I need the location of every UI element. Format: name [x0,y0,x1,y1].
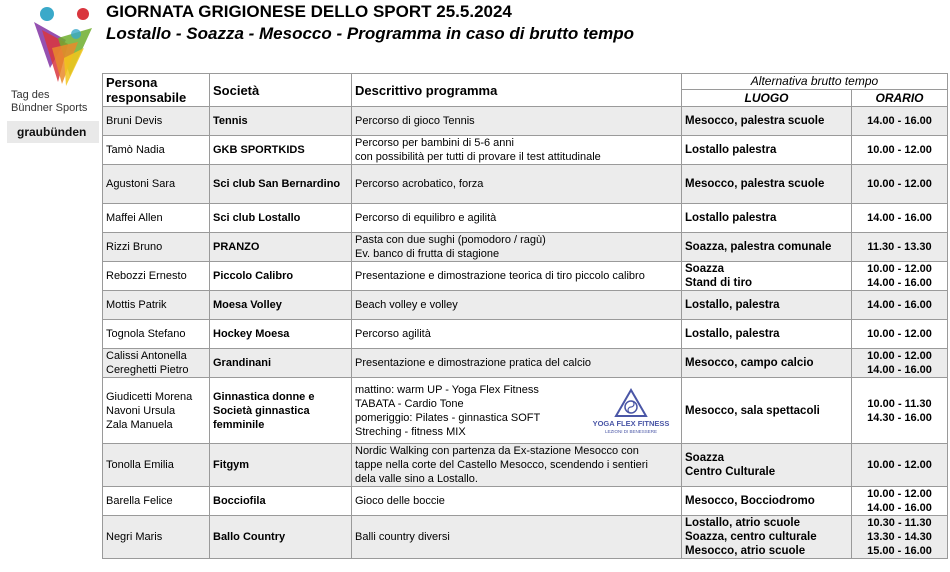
cell-programma [352,136,682,165]
societa-line: Sci club San Bernardino [213,178,341,190]
luogo-line: Mesocco, palestra scuole [685,115,825,127]
cell-persona [103,136,210,165]
cell-persona [103,487,210,516]
cell-luogo [682,349,852,378]
cell-persona [103,349,210,378]
orario-line: 10.30 - 11.30 [867,517,932,529]
cell-luogo [682,444,852,487]
cell-luogo [682,516,852,559]
persona-line: Mottis Patrik [106,299,167,311]
programma-line: tappe nella corte del Castello Mesocco, scendendo i sentieri [355,459,648,471]
column-header-persona: Persona responsabile [103,74,210,107]
programma-line: Presentazione e dimostrazione teorica di tiro piccolo calibro [355,270,645,282]
cell-societa [210,204,352,233]
luogo-line: Soazza, centro culturale [685,531,817,543]
table-row [103,233,948,262]
yoga-logo-tagline: LEZIONI DI BENESSERE [604,428,658,434]
cell-programma [352,204,682,233]
cell-luogo [682,262,852,291]
luogo-line: Lostallo palestra [685,144,777,156]
luogo-line: Stand di tiro [685,277,753,289]
orario-line: 10.00 - 12.00 [867,459,932,471]
orario-line: 10.00 - 12.00 [867,144,932,156]
logo-tagline-line2: Bündner Sports [11,102,88,114]
cell-orario [852,107,948,136]
persona-line: Barella Felice [106,495,173,507]
persona-line: Maffei Allen [106,212,163,224]
column-header-luogo: LUOGO [682,90,852,107]
cell-programma [352,107,682,136]
societa-line: Ballo Country [213,531,286,543]
luogo-line: Soazza [685,452,724,464]
programma-line: con possibilità per tutti di provare il test attitudinale [355,151,601,163]
cell-orario [852,320,948,349]
column-header-societa: Società [210,74,352,107]
cell-orario [852,136,948,165]
luogo-line: Centro Culturale [685,466,776,478]
cell-orario [852,487,948,516]
cell-societa [210,262,352,291]
societa-line: Grandinani [213,357,272,369]
persona-line: Agustoni Sara [106,178,176,190]
orario-line: 10.00 - 11.30 [867,397,932,410]
programma-line: TABATA - Cardio Tone [355,397,464,410]
societa-line: Ginnastica donne e [213,390,315,403]
cell-programma [352,291,682,320]
cell-luogo [682,378,852,444]
societa-line: Piccolo Calibro [213,270,294,282]
luogo-line: Lostallo, palestra [685,299,780,311]
table-row [103,516,948,559]
orario-line: 13.30 - 14.30 [867,531,932,543]
logo-tag-des-buendner-sports [0,0,100,150]
orario-line: 14.00 - 16.00 [867,502,932,514]
cell-societa [210,136,352,165]
cell-persona [103,444,210,487]
persona-line: Navoni Ursula [106,404,176,417]
cell-societa [210,378,352,444]
persona-line: Zala Manuela [106,418,173,431]
table-row [103,444,948,487]
orario-line: 10.00 - 12.00 [867,350,932,362]
programma-line: Percorso agilità [355,328,431,340]
persona-line: Cereghetti Pietro [106,364,189,376]
cell-luogo [682,136,852,165]
table-row [103,165,948,204]
column-header-programma: Descrittivo programma [352,74,682,107]
luogo-line: Lostallo, palestra [685,328,780,340]
cell-orario [852,444,948,487]
cell-programma [352,487,682,516]
cell-programma [352,378,682,444]
cell-luogo [682,233,852,262]
cell-persona [103,107,210,136]
programma-line: Percorso acrobatico, forza [355,178,484,190]
orario-line: 10.00 - 12.00 [867,178,932,190]
programma-line: Pasta con due sughi (pomodoro / ragù) [355,234,546,246]
persona-line: Tonolla Emilia [106,459,174,471]
cell-persona [103,165,210,204]
cell-persona [103,291,210,320]
cell-programma [352,233,682,262]
cell-persona [103,516,210,559]
cell-persona [103,320,210,349]
table-row [103,487,948,516]
cell-programma [352,516,682,559]
persona-line: Negri Maris [106,531,163,543]
cell-persona [103,378,210,444]
luogo-line: Mesocco, palestra scuole [685,178,825,190]
orario-line: 15.00 - 16.00 [867,545,932,557]
orario-line: 14.00 - 16.00 [867,277,932,289]
societa-line: GKB SPORTKIDS [213,144,305,156]
societa-line: Hockey Moesa [213,328,290,340]
programma-line: Percorso di equilibro e agilità [355,212,497,224]
yoga-logo-title: YOGA FLEX FITNESS [592,418,670,428]
persona-line: Tamò Nadia [106,144,165,156]
orario-line: 14.00 - 16.00 [867,364,932,376]
orario-line: 11.30 - 13.30 [867,241,932,253]
societa-line: Fitgym [213,459,250,471]
societa-line: PRANZO [213,241,260,253]
societa-line: Bocciofila [213,495,266,507]
luogo-line: Lostallo palestra [685,212,777,224]
orario-line: 14.00 - 16.00 [867,115,932,127]
societa-line: femminile [213,418,265,431]
table-row [103,378,948,444]
persona-line: Giudicetti Morena [106,390,193,403]
cell-programma [352,262,682,291]
societa-line: Tennis [213,115,248,127]
page-title: GIORNATA GRIGIONESE DELLO SPORT 25.5.2024 [106,2,512,21]
programma-line: Ev. banco di frutta di stagione [355,248,500,260]
cell-societa [210,349,352,378]
cell-societa [210,291,352,320]
persona-line: Bruni Devis [106,115,163,127]
table-row [103,349,948,378]
cell-orario [852,233,948,262]
orario-line: 14.30 - 16.00 [867,411,932,424]
programma-line: mattino: warm UP - Yoga Flex Fitness [355,383,539,396]
cell-societa [210,487,352,516]
programma-line: Nordic Walking con partenza da Ex-stazione Mesocco con [355,445,639,457]
programma-line: Presentazione e dimostrazione pratica del calcio [355,357,592,369]
cell-societa [210,320,352,349]
societa-line: Moesa Volley [213,299,282,311]
cell-societa [210,516,352,559]
cell-programma [352,320,682,349]
orario-line: 10.00 - 12.00 [867,488,932,500]
programma-line: Streching - fitness MIX [355,425,466,438]
cell-orario [852,516,948,559]
cell-persona [103,233,210,262]
programma-line: Beach volley e volley [355,299,458,311]
cell-orario [852,378,948,444]
cell-programma [352,444,682,487]
cell-luogo [682,487,852,516]
cell-orario [852,291,948,320]
programma-line: Balli country diversi [355,531,450,543]
cell-societa [210,444,352,487]
orario-line: 14.00 - 16.00 [867,299,932,311]
yoga-flex-fitness-logo-icon [586,388,676,434]
sports-day-logo-icon [28,4,98,86]
programma-line: pomeriggio: Pilates - ginnastica SOFT [355,411,541,424]
graubuenden-brand: graubünden [7,121,99,143]
programma-line: dela valle sino a Lostallo. [355,473,478,485]
luogo-line: Mesocco, campo calcio [685,357,814,369]
persona-line: Tognola Stefano [106,328,186,340]
cell-orario [852,204,948,233]
programma-line: Percorso di gioco Tennis [355,115,475,127]
table-row [103,262,948,291]
cell-luogo [682,320,852,349]
table-row [103,291,948,320]
programma-line: Gioco delle boccie [355,495,445,507]
cell-societa [210,107,352,136]
table-row [103,107,948,136]
luogo-line: Soazza [685,263,724,275]
logo-tagline-line1: Tag des [11,89,50,101]
program-table [102,73,948,559]
cell-societa [210,233,352,262]
persona-line: Rebozzi Ernesto [106,270,187,282]
table-row [103,204,948,233]
cell-luogo [682,291,852,320]
orario-line: 10.00 - 12.00 [867,263,932,275]
cell-luogo [682,165,852,204]
luogo-line: Mesocco, Bocciodromo [685,495,815,507]
cell-orario [852,165,948,204]
column-header-alternativa: Alternativa brutto tempo [682,74,948,90]
cell-programma [352,165,682,204]
programma-line: Percorso per bambini di 5-6 anni [355,137,514,149]
luogo-line: Mesocco, sala spettacoli [685,404,820,417]
column-header-orario: ORARIO [852,90,948,107]
orario-line: 10.00 - 12.00 [867,328,932,340]
cell-societa [210,165,352,204]
luogo-line: Lostallo, atrio scuole [685,517,801,529]
societa-line: Società ginnastica [213,404,310,417]
societa-line: Sci club Lostallo [213,212,301,224]
cell-orario [852,349,948,378]
cell-persona [103,204,210,233]
table-row [103,320,948,349]
cell-orario [852,262,948,291]
luogo-line: Soazza, palestra comunale [685,241,832,253]
cell-luogo [682,107,852,136]
persona-line: Rizzi Bruno [106,241,163,253]
table-row [103,136,948,165]
page-subtitle: Lostallo - Soazza - Mesocco - Programma in caso di brutto tempo [106,24,635,43]
luogo-line: Mesocco, atrio scuole [685,545,806,557]
cell-persona [103,262,210,291]
orario-line: 14.00 - 16.00 [867,212,932,224]
cell-programma [352,349,682,378]
cell-luogo [682,204,852,233]
persona-line: Calissi Antonella [106,350,187,362]
